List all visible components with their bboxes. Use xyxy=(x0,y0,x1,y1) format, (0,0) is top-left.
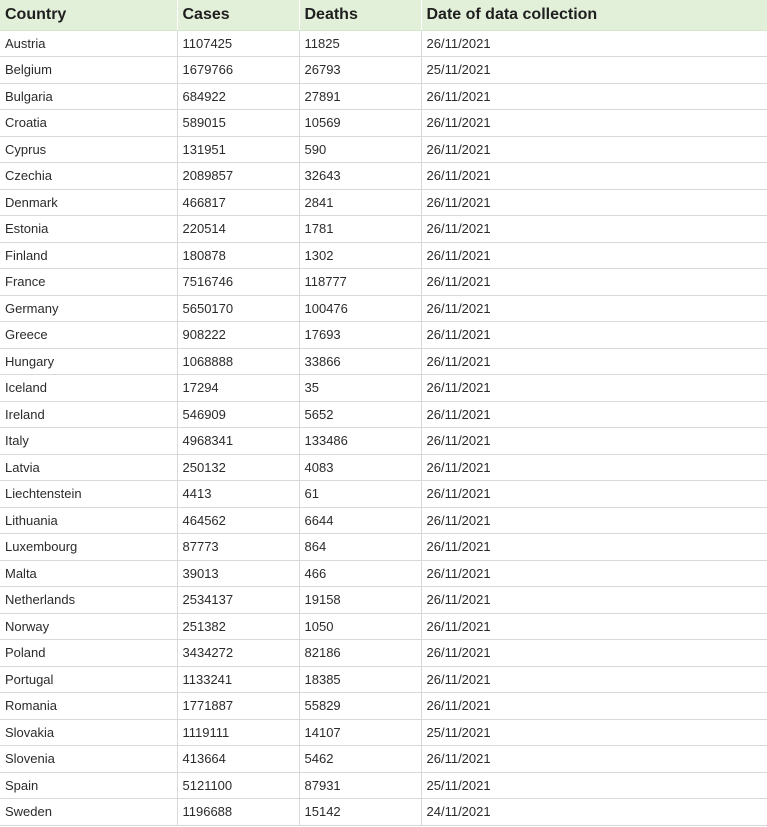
cell-cases: 251382 xyxy=(177,613,299,640)
cell-country: Norway xyxy=(0,613,177,640)
cell-deaths: 18385 xyxy=(299,666,421,693)
cell-country: Croatia xyxy=(0,110,177,137)
cell-deaths: 35 xyxy=(299,375,421,402)
table-row xyxy=(0,136,767,163)
cell-date: 26/11/2021 xyxy=(421,216,767,243)
cell-deaths: 14107 xyxy=(299,719,421,746)
cell-country: France xyxy=(0,269,177,296)
cell-date: 25/11/2021 xyxy=(421,57,767,84)
table-row xyxy=(0,560,767,587)
cell-cases: 1107425 xyxy=(177,30,299,57)
cell-cases: 1119111 xyxy=(177,719,299,746)
cell-deaths: 466 xyxy=(299,560,421,587)
cell-date: 26/11/2021 xyxy=(421,375,767,402)
cell-date: 26/11/2021 xyxy=(421,454,767,481)
cell-date: 26/11/2021 xyxy=(421,189,767,216)
table-row xyxy=(0,216,767,243)
table-row xyxy=(0,269,767,296)
cell-deaths: 100476 xyxy=(299,295,421,322)
cell-date: 26/11/2021 xyxy=(421,110,767,137)
cell-date: 26/11/2021 xyxy=(421,560,767,587)
table-row xyxy=(0,666,767,693)
cell-deaths: 133486 xyxy=(299,428,421,455)
cell-date: 26/11/2021 xyxy=(421,746,767,773)
cell-country: Italy xyxy=(0,428,177,455)
cell-date: 26/11/2021 xyxy=(421,348,767,375)
column-header-country[interactable]: Country xyxy=(0,0,177,30)
cell-country: Slovenia xyxy=(0,746,177,773)
column-header-deaths[interactable]: Deaths xyxy=(299,0,421,30)
table-row xyxy=(0,375,767,402)
cell-deaths: 1302 xyxy=(299,242,421,269)
cell-country: Greece xyxy=(0,322,177,349)
cell-date: 26/11/2021 xyxy=(421,136,767,163)
cell-deaths: 19158 xyxy=(299,587,421,614)
cell-country: Ireland xyxy=(0,401,177,428)
cell-deaths: 6644 xyxy=(299,507,421,534)
cell-cases: 413664 xyxy=(177,746,299,773)
table-row xyxy=(0,401,767,428)
header-row xyxy=(0,0,767,30)
table-row xyxy=(0,640,767,667)
table-row xyxy=(0,534,767,561)
cell-cases: 1196688 xyxy=(177,799,299,826)
cell-cases: 908222 xyxy=(177,322,299,349)
cell-date: 26/11/2021 xyxy=(421,269,767,296)
cell-date: 24/11/2021 xyxy=(421,799,767,826)
cell-deaths: 590 xyxy=(299,136,421,163)
cell-deaths: 82186 xyxy=(299,640,421,667)
cell-cases: 684922 xyxy=(177,83,299,110)
cell-deaths: 5462 xyxy=(299,746,421,773)
table-row xyxy=(0,163,767,190)
cell-deaths: 864 xyxy=(299,534,421,561)
cell-cases: 17294 xyxy=(177,375,299,402)
table-row xyxy=(0,693,767,720)
cell-cases: 5650170 xyxy=(177,295,299,322)
table-row xyxy=(0,507,767,534)
cell-date: 26/11/2021 xyxy=(421,322,767,349)
cell-country: Malta xyxy=(0,560,177,587)
table-row xyxy=(0,428,767,455)
cell-date: 26/11/2021 xyxy=(421,481,767,508)
cell-date: 26/11/2021 xyxy=(421,163,767,190)
cell-country: Sweden xyxy=(0,799,177,826)
table-row xyxy=(0,57,767,84)
cell-deaths: 17693 xyxy=(299,322,421,349)
cell-date: 25/11/2021 xyxy=(421,719,767,746)
cell-date: 26/11/2021 xyxy=(421,428,767,455)
cell-cases: 2089857 xyxy=(177,163,299,190)
cell-cases: 131951 xyxy=(177,136,299,163)
cell-cases: 546909 xyxy=(177,401,299,428)
cell-country: Poland xyxy=(0,640,177,667)
table-row xyxy=(0,295,767,322)
column-header-cases[interactable]: Cases xyxy=(177,0,299,30)
table-row xyxy=(0,83,767,110)
table-body xyxy=(0,30,767,825)
cell-country: Romania xyxy=(0,693,177,720)
cell-deaths: 5652 xyxy=(299,401,421,428)
cell-country: Liechtenstein xyxy=(0,481,177,508)
cell-date: 26/11/2021 xyxy=(421,83,767,110)
table-row xyxy=(0,30,767,57)
table-row xyxy=(0,322,767,349)
cell-country: Czechia xyxy=(0,163,177,190)
cell-cases: 1679766 xyxy=(177,57,299,84)
cell-country: Spain xyxy=(0,772,177,799)
cell-cases: 589015 xyxy=(177,110,299,137)
cell-cases: 4968341 xyxy=(177,428,299,455)
cell-cases: 1771887 xyxy=(177,693,299,720)
cell-deaths: 32643 xyxy=(299,163,421,190)
cell-cases: 39013 xyxy=(177,560,299,587)
cell-country: Netherlands xyxy=(0,587,177,614)
cell-cases: 5121100 xyxy=(177,772,299,799)
cell-deaths: 26793 xyxy=(299,57,421,84)
cell-deaths: 61 xyxy=(299,481,421,508)
cell-cases: 464562 xyxy=(177,507,299,534)
cell-country: Latvia xyxy=(0,454,177,481)
cell-deaths: 87931 xyxy=(299,772,421,799)
table-row xyxy=(0,613,767,640)
cell-cases: 3434272 xyxy=(177,640,299,667)
cell-country: Bulgaria xyxy=(0,83,177,110)
cell-date: 26/11/2021 xyxy=(421,401,767,428)
cell-date: 25/11/2021 xyxy=(421,772,767,799)
cell-date: 26/11/2021 xyxy=(421,613,767,640)
cell-deaths: 27891 xyxy=(299,83,421,110)
cell-country: Slovakia xyxy=(0,719,177,746)
cell-country: Iceland xyxy=(0,375,177,402)
cell-date: 26/11/2021 xyxy=(421,666,767,693)
cell-country: Lithuania xyxy=(0,507,177,534)
cell-deaths: 33866 xyxy=(299,348,421,375)
cell-cases: 220514 xyxy=(177,216,299,243)
cell-cases: 4413 xyxy=(177,481,299,508)
cell-country: Cyprus xyxy=(0,136,177,163)
table-row xyxy=(0,481,767,508)
cell-cases: 2534137 xyxy=(177,587,299,614)
table-row xyxy=(0,746,767,773)
cell-deaths: 1781 xyxy=(299,216,421,243)
cell-date: 26/11/2021 xyxy=(421,693,767,720)
table-row xyxy=(0,110,767,137)
cell-cases: 1133241 xyxy=(177,666,299,693)
cell-country: Finland xyxy=(0,242,177,269)
table-row xyxy=(0,242,767,269)
cell-cases: 250132 xyxy=(177,454,299,481)
table-row xyxy=(0,189,767,216)
cell-deaths: 11825 xyxy=(299,30,421,57)
table-row xyxy=(0,719,767,746)
table-row xyxy=(0,587,767,614)
cell-deaths: 2841 xyxy=(299,189,421,216)
cell-country: Hungary xyxy=(0,348,177,375)
cell-deaths: 10569 xyxy=(299,110,421,137)
cell-country: Luxembourg xyxy=(0,534,177,561)
cell-deaths: 15142 xyxy=(299,799,421,826)
cell-date: 26/11/2021 xyxy=(421,534,767,561)
cell-cases: 1068888 xyxy=(177,348,299,375)
cell-cases: 7516746 xyxy=(177,269,299,296)
table-header xyxy=(0,0,767,30)
cell-deaths: 118777 xyxy=(299,269,421,296)
table-row xyxy=(0,772,767,799)
cell-date: 26/11/2021 xyxy=(421,640,767,667)
cell-cases: 466817 xyxy=(177,189,299,216)
cell-cases: 87773 xyxy=(177,534,299,561)
table-row xyxy=(0,454,767,481)
cell-deaths: 55829 xyxy=(299,693,421,720)
cell-date: 26/11/2021 xyxy=(421,30,767,57)
column-header-date[interactable]: Date of data collection xyxy=(421,0,767,30)
cell-date: 26/11/2021 xyxy=(421,295,767,322)
cell-country: Estonia xyxy=(0,216,177,243)
cell-deaths: 1050 xyxy=(299,613,421,640)
cell-country: Germany xyxy=(0,295,177,322)
cell-date: 26/11/2021 xyxy=(421,242,767,269)
cell-deaths: 4083 xyxy=(299,454,421,481)
cell-country: Belgium xyxy=(0,57,177,84)
table-row xyxy=(0,348,767,375)
cell-date: 26/11/2021 xyxy=(421,507,767,534)
cell-country: Austria xyxy=(0,30,177,57)
cell-cases: 180878 xyxy=(177,242,299,269)
cell-country: Denmark xyxy=(0,189,177,216)
cell-country: Portugal xyxy=(0,666,177,693)
cell-date: 26/11/2021 xyxy=(421,587,767,614)
table-row xyxy=(0,799,767,826)
